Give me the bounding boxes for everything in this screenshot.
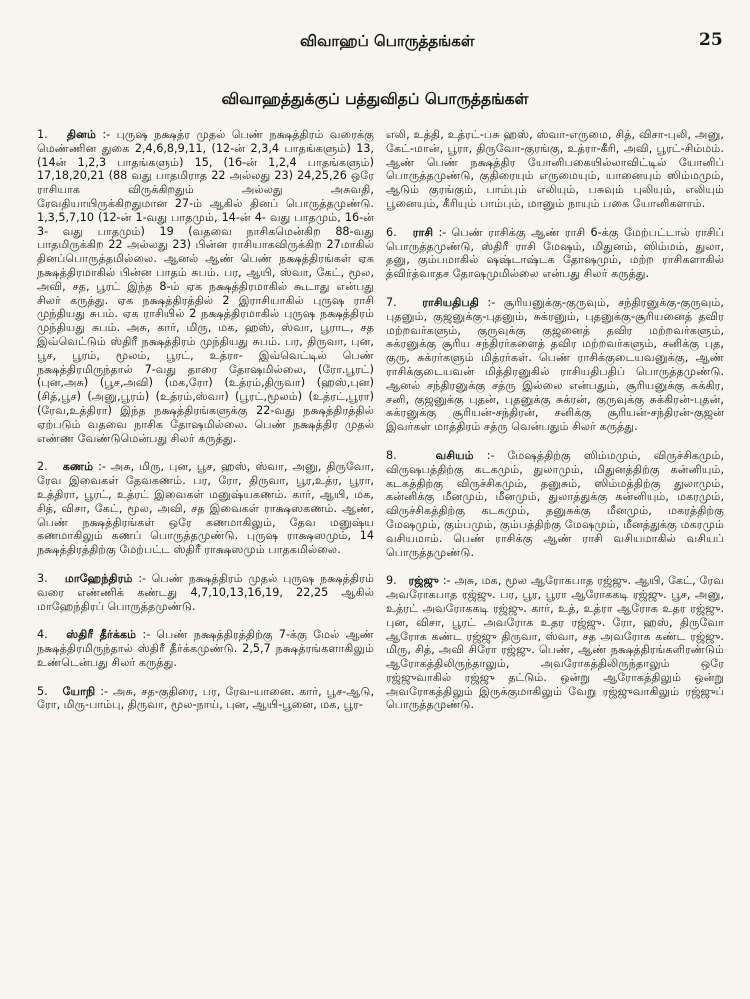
section-raasi bbox=[386, 226, 724, 281]
right-column bbox=[386, 128, 724, 727]
section-title: மாஹேந்திரம் bbox=[64, 571, 133, 585]
section-number: 7. bbox=[386, 295, 397, 309]
section-ganam bbox=[37, 460, 374, 557]
section-yoni-continued: எலி, உத்தி, உத்ரட்-பசு ஹஸ், ஸ்வா-எருமை, சித், விசா-புலி, அனு, கேட்-மான், பூரா, திருவோ-குரங்கு, உத்ரா-கீரி, அவி, பூரட்-சிம்மம். ஆண் பெண் நக்ஷத்திர யோனிபகையில்லாவிட்டில் யோனிப் பொருத்தமுண்டு, குதிரையும் எருமையும், யானையும் ஸிம்மமும், ஆடும் குரங்கும், பாம்பும் எலியும், பசுவும் புலியும், எலியும் பூனையும், கீரியும் பாம்பும், மானும் நாயும் பகை யோனிகளாம். bbox=[386, 128, 724, 210]
section-title: ஸ்திரீ தீர்க்கம் bbox=[66, 628, 137, 642]
section-text: :- அசு, சத-குதிரை, பர, ரேவ-யானை. கார், பூச-ஆடு, ரோ, மிரு-பாம்பு, திருவா, மூல-நாய், புன, ஆயி-பூனை, மக, பூர- bbox=[37, 684, 374, 712]
chapter-title: விவாஹத்துக்குப் பத்துவிதப் பொருத்தங்கள் bbox=[221, 90, 529, 108]
section-number: 4. bbox=[37, 628, 48, 642]
section-vasiyam bbox=[386, 449, 724, 559]
section-mahendram bbox=[37, 572, 374, 613]
running-title: விவாஹப் பொருத்தங்கள் bbox=[300, 32, 475, 50]
section-number: 3. bbox=[37, 571, 48, 585]
section-text: :- புருஷ நக்ஷத்ர முதல் பெண் நக்ஷத்திரம் வரைக்கு மெண்ணின துகை 2,4,6,8,9,11, (12-ன் 2,3,4 பாதங்களும்) 13, (14ன் 1,2,3 பாதங்களும்) 15, (16-ன் 1,2,4 பாதங்களும்) 17,18,20,21 (88 வது பாதமிராத 22 அல்லது 23) 24,25,26 ஒரே ராசியாக விருக்கிறதும் அல்லது அசுவதி, ரேவதியாயிருக்கிறதுமான 27-ம் ஆகில் தினப் பொருத்தமுண்டு. 1,3,5,7,10 (12-ன் 1-வது பாதமும், 14-ன் 4- வது பாதமும், 16-ன் 3- வது பாதமும்) 19 (வதவை நாசிகமென்கிற 88-வது பாதமிருக்கிற 22 அல்லது 23) பின்ன ராசியாகவிருக்கிற 27மாகில் தினப்பொருத்தமில்லை. ஆனல் ஆண் பெண் நக்ஷத்திரங்கள் ஏக நக்ஷத்திரமாகில் பின்ன பாதம் சுபம். பர, ஆயி, ஸ்வா, கேட், மூல, அவி, சத, பூரட் இந்த 8-ம் ஏக நக்ஷத்திரமாகில் கூடாது என்பது சிலர் கருத்து. ஏக நக்ஷத்திரத்தில் 2 இராசியாகில் புருஷ ராசி முந்தியது சுபம். ஏக ராசியில் 2 நக்ஷத்திரமாகில் புருஷ நக்ஷத்திரம் முந்தியது சுபம். அசு, கார், மிரு, மக, ஹஸ், ஸ்வா, பூராட, சத இவ்வெட்டும் ஸ்திரீ நக்ஷத்திரம் முந்தியது சுபம். பர, திருவா, புன, பூச, பூரம், மூலம், பூரட், உத்ரா- இவ்வெட்டில் பெண் நக்ஷத்திரமிருந்தால் 7-வது தாரை தோஷமில்லை, (ரோ.பூரட்) (புன,அசு) (பூச,அவி) (மக,ரோ) (உத்ரம்,திருவா) (ஹஸ்,புன) (சித்,பூச) (அனு,பூரம்) (உத்ரம்,ஸ்வா) (பூரட்,மூலம்) (உத்ரட்,பூரா) (ரேவ,உத்திரா) இந்த நக்ஷத்திரங்களுக்கு 22-வது நக்ஷத்திரத்தில் ஏற்படும் வதவை நாசிக தோஷமில்லை. பெண் நக்ஷத்திர முதல் எண்ண வேண்டுமென்பது சிலர் கருத்து. bbox=[37, 128, 375, 445]
section-title: யோநி bbox=[62, 684, 96, 698]
section-title: கணம் bbox=[62, 460, 94, 474]
section-text: :- பெண் ராசிக்கு ஆண் ராசி 6-க்கு மேற்பட்டால் ராசிப் பொருத்தமுண்டு, ஸ்திரீ ராசி மேஷம், மிதுனம், ஸிம்மம், துலா, தனு, கும்பமாகில் ஷஷ்டாஷ்டக தோஷமும், மற்ற ராசிகளாகில் த்விர்த்வாதச தோஷமுமில்லை என்பது சிலர் கருத்து. bbox=[386, 225, 724, 281]
section-number: 9. bbox=[386, 574, 397, 588]
section-stree-deergham bbox=[37, 628, 374, 669]
section-text: :- அசு, மக, மூல ஆரோகபாத ரஜ்ஜு. ஆயி, கேட், ரேவ அவரோகபாத ரஜ்ஜு. பர, பூர, பூரா ஆரோககடி ரஜ்ஜு. பூச, அனு, உத்ரட் அவரோககடி ரஜ்ஜு. கார், உத், உத்ரா ஆரோக உதர ரஜ்ஜு. புன, விசா, பூரட் அவரோக உதர ரஜ்ஜு. ரோ, ஹஸ், திருவோ ஆரோக கண்ட ரஜ்ஜு திருவா, ஸ்வா, சத அவரோக கண்ட ரஜ்ஜு. மிரு, சித், அவி சிரோ ரஜ்ஜு. பெண், ஆண் நக்ஷத்திரங்களிரண்டும் ஆரோகத்திலிருந்தாலும், அவரோகத்திலிருந்தாலும் ஒரே ரஜ்ஜுவாகில் ரஜ்ஜு தட்டும். ஒன்று ஆரோகத்திலும் ஒன்று அவரோகத்திலும் இருக்குமாகிலும் வேறு ரஜ்ஜுவாகிலும் ரஜ்ஜுப் பொருத்தமுண்டு. bbox=[386, 574, 724, 712]
section-number: 2. bbox=[37, 460, 48, 474]
section-text: :- சூரியனுக்கு-குருவும், சந்திரனுக்கு-குருவும், புதனும், குஜனுக்கு-புதனும், சுக்ரனும், புதனுக்கு-சூரியனைத் தவிர மற்றவர்களும், குருவுக்கு குஜனைத் தவிர மற்றவர்களும், சுக்ரனுக்கு சூரிய சந்திரர்களைத் தவிர மற்றவர்களும், சனிக்கு புத, குரு, சுக்ரர்களும் மித்ரர்கள். பெண் ராசிக்குடையவனுக்கு, ஆண் ராசிக்குடையவன் மித்திரனுகில் ராசியதிபதிப் பொருத்தமுண்டு. ஆனல் சந்திரனுக்கு சத்ரு இல்லை என்பதும், சூரியனுக்கு சுக்கிர, சனி, குஜனுக்கு புதன், புதனுக்கு சுக்ரன், குருவுக்கு சுக்கிரன்-புதன், சுக்ரனுக்கு சூரியன்-சந்திரன், சனிக்கு சூரியன்-சந்திரன்-குஜன் இவர்கள் மாத்திரம் சத்ரு வென்பதும் சிலர் கருத்து. bbox=[386, 295, 724, 434]
section-rajju bbox=[386, 574, 724, 712]
section-text: :- மேஷத்திற்கு ஸிம்மமும், விருச்சிகமும், விருஷபத்திற்கு கடகமும், துலாமும், மிதுனத்திற்கு கன்னியும், கடகத்திற்கு விருச்சிகமும், தனுசும், ஸிம்மத்திற்கு துலாமும், கன்னிக்கு மீனமும், மீனமும், துலாத்துக்கு கன்னியும், மகரமும், விருச்சிகத்திற்கு கடகமும், தனுசுக்கு மீனமும், மகரத்திற்கு மேஷமும், கும்பமும், கும்பத்திற்கு மேஷமும், மீனத்துக்கு மகரமும் வசியமாம். பெண் ராசிக்கு ஆண் ராசி வசியமாகில் வசியப் பொருத்தமுண்டு. bbox=[386, 448, 725, 559]
section-dinam bbox=[37, 128, 374, 445]
section-title: ரஜ்ஜு bbox=[408, 574, 439, 588]
section-title: தினம் bbox=[66, 128, 96, 141]
section-text: :- அசு, மிரு, புன, பூச, ஹஸ், ஸ்வா, அனு, திருவோ, ரேவ இவைகள் தேவகணம். பர, ரோ, திருவா, பூர,உத்ர, பூரா, உத்திரா, பூரட், உத்ரட் இவைகள் மனுஷ்யகணம். கார், ஆயி, மக, சித், விசா, கேட், மூல, அவி, சத இவைகள் ராக்ஷஸகணம். ஆண், பெண் நக்ஷத்திரங்கள் ஒரே கணமாகிலும், தேவ மனுஷ்ய கணமாகிலும் கணப் பொருத்தமுண்டு. புருஷ ராக்ஷஸமும், 14 நக்ஷத்திரத்திற்கு மேற்பட்ட ஸ்திரீ ராக்ஷஸமும் பாதகமில்லை. bbox=[37, 460, 375, 557]
section-number: 1. bbox=[37, 128, 48, 141]
left-column bbox=[37, 128, 374, 727]
section-title: வசியம் bbox=[435, 448, 474, 462]
section-title: ராசி bbox=[412, 225, 434, 239]
section-title: ராசியதிபதி bbox=[422, 295, 479, 309]
section-text: :- பெண் நக்ஷத்திரம் முதல் புருஷ நக்ஷத்திரம் வரை எண்ணிக் கண்டது 4,7,10,13,16,19, 22,25 ஆகில் மாஹேந்திரப் பொருத்தமுண்டு. bbox=[37, 571, 374, 613]
section-raasi-athipathi bbox=[386, 296, 724, 434]
section-yoni bbox=[37, 685, 374, 713]
page-header bbox=[0, 30, 750, 54]
section-number: 8. bbox=[386, 448, 397, 462]
page-number: 25 bbox=[699, 30, 723, 50]
section-number: 5. bbox=[37, 684, 48, 698]
section-number: 6. bbox=[386, 225, 397, 239]
section-text: :- பெண் நக்ஷத்திரத்திற்கு 7-க்கு மேல் ஆண் நக்ஷத்திரமிருந்தால் ஸ்திரீ தீர்க்கமுண்டு. 2,5,7 நக்ஷத்ரங்களாகிலும் உண்டென்பது சிலர் கருத்து. bbox=[37, 628, 375, 669]
